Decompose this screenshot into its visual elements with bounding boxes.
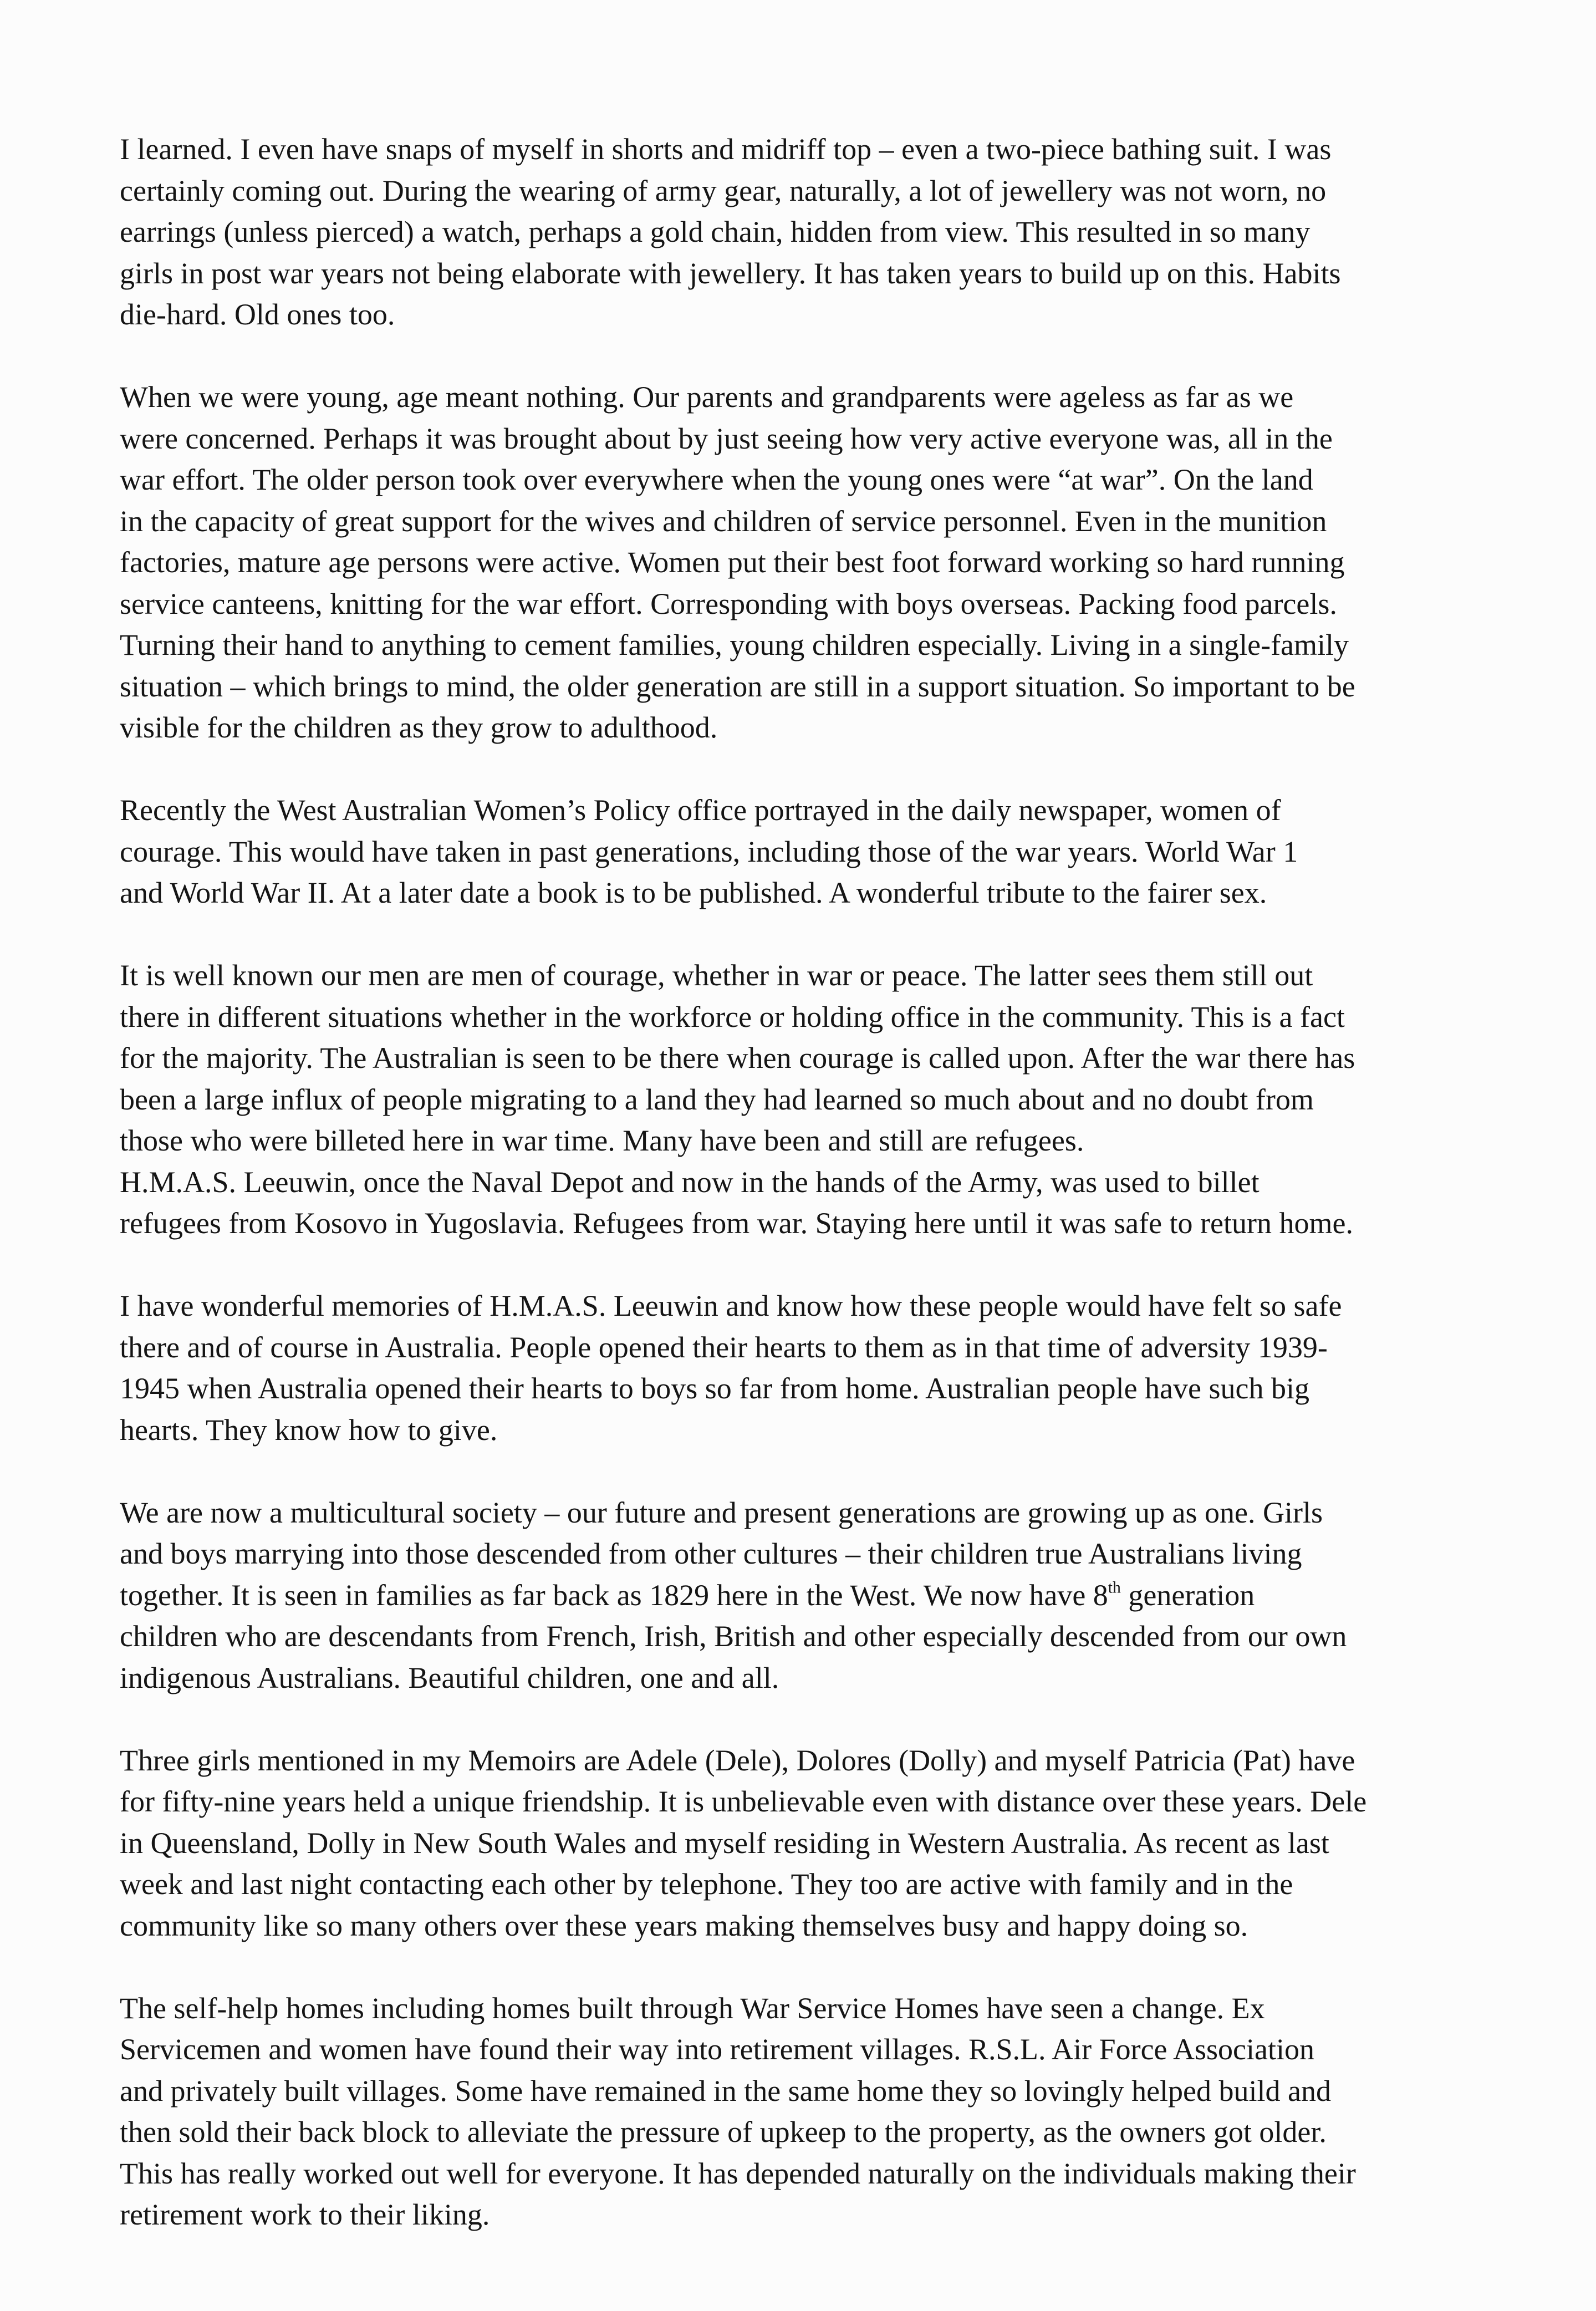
text-line: and boys marrying into those descended from other cultures – their children true Australians living <box>120 1537 1302 1570</box>
text-line: were concerned. Perhaps it was brought about by just seeing how very active everyone was, all in the <box>120 421 1333 455</box>
paragraph-three-girls <box>120 1740 1417 1947</box>
text-line: week and last night contacting each other by telephone. They too are active with family and in the <box>120 1867 1293 1901</box>
text-line: It is well known our men are men of courage, whether in war or peace. The latter sees them still out <box>120 959 1313 992</box>
paragraph-leeuwin-memories <box>120 1285 1417 1450</box>
text-line <box>120 1575 1417 1616</box>
text-line: 1945 when Australia opened their hearts to boys so far from home. Australian people have such big <box>120 1372 1309 1405</box>
text-line: hearts. They know how to give. <box>120 1413 498 1447</box>
text-line: situation – which brings to mind, the older generation are still in a support situation. So important to be <box>120 669 1355 703</box>
text-line: earrings (unless pierced) a watch, perhaps a gold chain, hidden from view. This resulted in so many <box>120 215 1311 248</box>
text-line: courage. This would have taken in past generations, including those of the war years. World War 1 <box>120 834 1298 868</box>
text-line: refugees from Kosovo in Yugoslavia. Refugees from war. Staying here until it was safe to return home. <box>120 1207 1353 1240</box>
paragraph-multicultural <box>120 1492 1417 1699</box>
paragraph-jewellery <box>120 129 1417 335</box>
text-fragment: together. It is seen in families as far back as 1829 here in the West. We now have 8 <box>120 1578 1108 1612</box>
text-line: This has really worked out well for everyone. It has depended naturally on the individuals making their <box>120 2156 1356 2190</box>
text-line: for the majority. The Australian is seen to be there when courage is called upon. After the war there has <box>120 1041 1355 1075</box>
text-line: retirement work to their liking. <box>120 2198 490 2231</box>
text-line: service canteens, knitting for the war effort. Corresponding with boys overseas. Packing food parcels. <box>120 587 1337 620</box>
document-body <box>120 129 1417 2277</box>
text-line: Turning their hand to anything to cement families, young children especially. Living in a single-family <box>120 628 1349 661</box>
text-line: children who are descendants from French, Irish, British and other especially descended from our own <box>120 1620 1347 1653</box>
paragraph-self-help-homes <box>120 1988 1417 2236</box>
ordinal-suffix: th <box>1108 1579 1121 1597</box>
text-line: those who were billeted here in war time. Many have been and still are refugees. <box>120 1124 1084 1157</box>
text-line: then sold their back block to alleviate the pressure of upkeep to the property, as the owners got older. <box>120 2115 1327 2149</box>
text-line: visible for the children as they grow to adulthood. <box>120 711 718 744</box>
text-line: indigenous Australians. Beautiful children, one and all. <box>120 1661 779 1694</box>
text-line: certainly coming out. During the wearing of army gear, naturally, a lot of jewellery was not worn, no <box>120 174 1327 207</box>
text-line: in Queensland, Dolly in New South Wales and myself residing in Western Australia. As recent as last <box>120 1826 1329 1860</box>
text-line: been a large influx of people migrating to a land they had learned so much about and no doubt from <box>120 1082 1314 1116</box>
text-line: factories, mature age persons were active. Women put their best foot forward working so hard running <box>120 546 1345 579</box>
text-line: war effort. The older person took over everywhere when the young ones were “at war”. On the land <box>120 463 1313 496</box>
paragraph-womens-policy <box>120 790 1417 914</box>
text-line: and World War II. At a later date a book is to be published. A wonderful tribute to the fairer sex. <box>120 876 1267 909</box>
text-fragment: generation <box>1120 1578 1255 1612</box>
text-line: I have wonderful memories of H.M.A.S. Leeuwin and know how these people would have felt so safe <box>120 1289 1342 1322</box>
text-line: in the capacity of great support for the wives and children of service personnel. Even in the munition <box>120 504 1327 538</box>
text-line: community like so many others over these years making themselves busy and happy doing so. <box>120 1908 1248 1942</box>
text-line: and privately built villages. Some have remained in the same home they so lovingly helped build and <box>120 2074 1331 2108</box>
text-line: We are now a multicultural society – our future and present generations are growing up as one. Girls <box>120 1495 1323 1529</box>
text-line: H.M.A.S. Leeuwin, once the Naval Depot and now in the hands of the Army, was used to billet <box>120 1165 1260 1199</box>
text-line: for fifty-nine years held a unique friendship. It is unbelievable even with distance over these years. Dele <box>120 1785 1367 1818</box>
text-line: Three girls mentioned in my Memoirs are Adele (Dele), Dolores (Dolly) and myself Patricia (Pat) have <box>120 1743 1355 1777</box>
text-line: girls in post war years not being elaborate with jewellery. It has taken years to build up on this. Habits <box>120 256 1341 290</box>
text-line: there in different situations whether in the workforce or holding office in the community. This is a fact <box>120 1000 1345 1034</box>
text-line: When we were young, age meant nothing. Our parents and grandparents were ageless as far as we <box>120 380 1294 414</box>
text-line: Recently the West Australian Women’s Policy office portrayed in the daily newspaper, women of <box>120 793 1281 827</box>
paragraph-men-of-courage <box>120 955 1417 1244</box>
text-line: I learned. I even have snaps of myself in shorts and midriff top – even a two-piece bathing suit. I was <box>120 133 1332 166</box>
text-line: die-hard. Old ones too. <box>120 298 395 331</box>
paragraph-age <box>120 376 1417 749</box>
text-line: Servicemen and women have found their way into retirement villages. R.S.L. Air Force Association <box>120 2033 1314 2066</box>
text-line: there and of course in Australia. People opened their hearts to them as in that time of adversity 1939- <box>120 1330 1328 1364</box>
text-line: The self-help homes including homes built through War Service Homes have seen a change. Ex <box>120 1991 1265 2025</box>
